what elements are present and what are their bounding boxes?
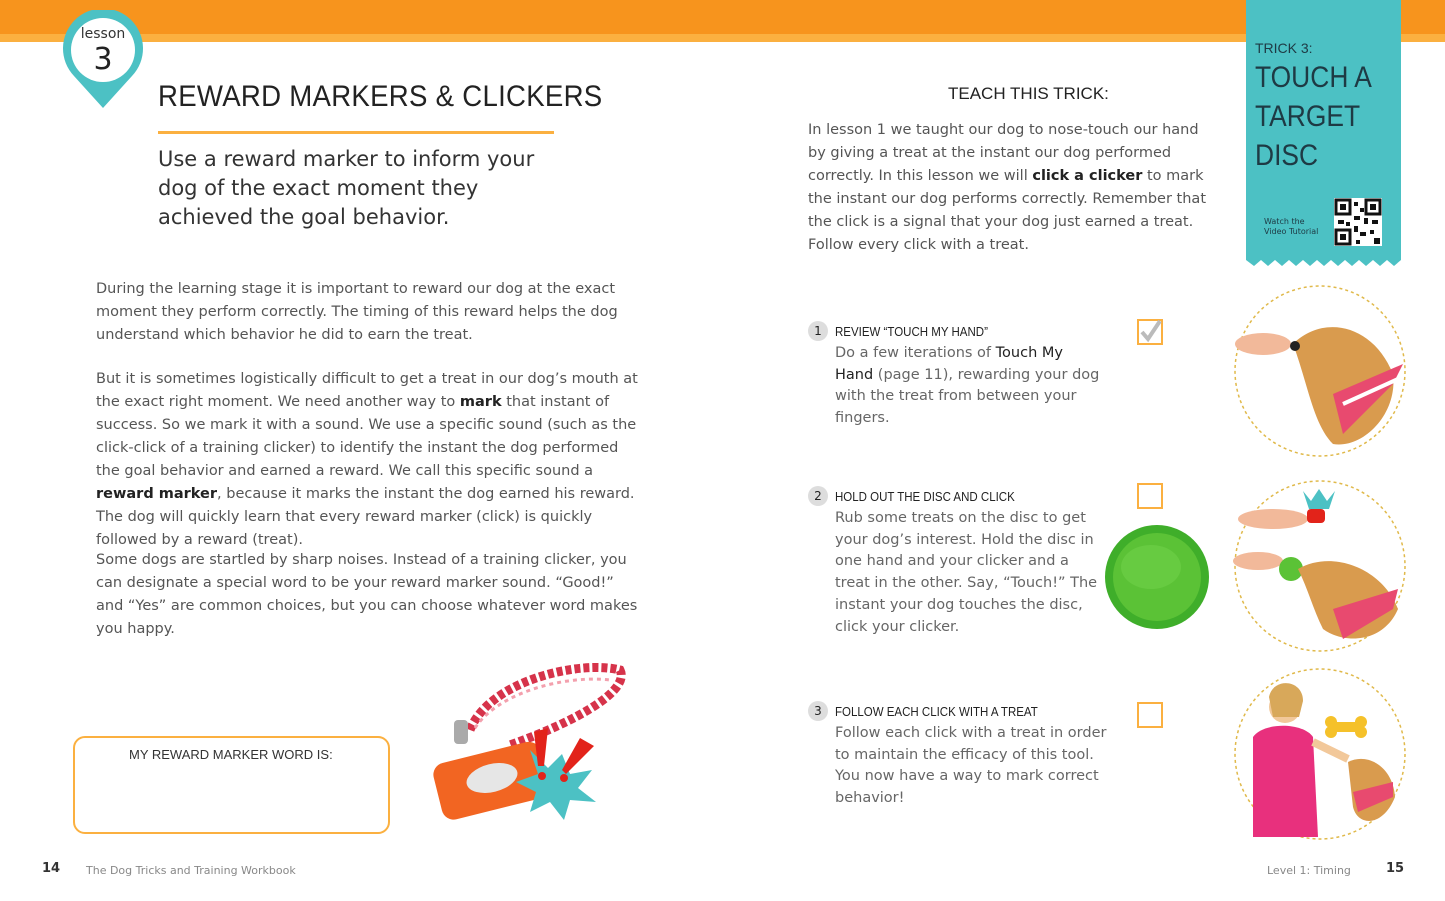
top-accent-line [0, 34, 1445, 42]
trick-label: TRICK 3: [1255, 40, 1313, 56]
step-3-number: 3 [808, 701, 828, 721]
title-divider [158, 131, 554, 134]
left-page-number: 14 [42, 861, 61, 876]
step-3-title: FOLLOW EACH CLICK WITH A TREAT [835, 705, 1038, 719]
body-paragraph-1: During the learning stage it is important to reward our dog at the exact moment they perform correctly. The timing of this reward helps the dog understand which behavior he did to earn the treat. [96, 281, 618, 343]
teach-title: TEACH THIS TRICK: [948, 84, 1109, 103]
checkmark-icon [1137, 319, 1163, 345]
reward-marker-word-box[interactable] [73, 736, 390, 834]
step-2-photo [1233, 479, 1407, 653]
body-paragraph-2: But it is sometimes logistically difficult to get a treat in our dog’s mouth at the exact right moment. We need another way to mark that instant of success. So we mark it with a sound. We use a specific sound (such as the click-click of a training clicker) to identify the instant the dog performed the goal behavior and earned a reward. We call this specific sound a reward marker, because it marks the instant the dog earned his reward. The dog will quickly learn that every reward marker (click) is quickly followed by a reward (treat). [96, 371, 638, 548]
lesson-title: REWARD MARKERS & CLICKERS [158, 80, 603, 113]
target-disc-image [1103, 523, 1211, 631]
step-3-checkbox[interactable] [1137, 702, 1163, 728]
step-3-photo [1233, 667, 1407, 841]
trick-title: TOUCH A TARGET DISC [1255, 61, 1371, 172]
emphasis-mark: mark [459, 394, 502, 410]
marker-box-label: MY REWARD MARKER WORD IS: [129, 747, 333, 762]
step-2-title: HOLD OUT THE DISC AND CLICK [835, 490, 1015, 504]
emphasis-reward-marker: reward marker [96, 486, 218, 502]
lesson-number: 3 [93, 42, 113, 77]
step-2-text: Rub some treats on the disc to get your dog’s interest. Hold the disc in one hand and your clicker and a treat in the other. Say, “Touch!” The instant your dog touches the disc, click your clicker. [835, 510, 1098, 635]
step-1-text: Do a few iterations of Touch My Hand (page 11), rewarding your dog with the treat from between your fingers. [835, 345, 1100, 427]
step-1-photo [1233, 284, 1407, 458]
step-1-title: REVIEW “TOUCH MY HAND” [835, 325, 988, 339]
lesson-label: lesson [80, 26, 126, 42]
qr-code-icon[interactable] [1334, 198, 1382, 246]
step-1-checkbox[interactable] [1137, 319, 1163, 345]
step-3-text: Follow each click with a treat in order to maintain the efficacy of this tool. You now have a way to mark correct behavior! [835, 725, 1107, 807]
emphasis-click-clicker: click a clicker [1032, 168, 1143, 184]
step-1-emphasis: Touch My Hand [835, 345, 1063, 383]
step-2-checkbox[interactable] [1137, 483, 1163, 509]
right-footer-title: Level 1: Timing [1267, 864, 1351, 877]
body-paragraph-3: Some dogs are startled by sharp noises. Instead of a training clicker, you can designate a special word to be your reward marker sound. “Good!” and “Yes” are common choices, but you can choose whatever word makes you happy. [96, 552, 638, 637]
clicker-illustration [430, 650, 630, 830]
lesson-lede: Use a reward marker to inform your dog of the exact moment they achieved the goal behavior. [158, 147, 535, 229]
left-footer-title: The Dog Tricks and Training Workbook [86, 864, 296, 877]
step-2-number: 2 [808, 486, 828, 506]
right-page-number: 15 [1386, 861, 1405, 876]
teach-paragraph: In lesson 1 we taught our dog to nose-touch our hand by giving a treat at the instant our dog performed correctly. In this lesson we will click a clicker to mark the instant our dog performs correctly. Remember that the click is a signal that your dog just earned a treat. Follow every click with a treat. [808, 122, 1206, 253]
watch-video-label: Watch the Video Tutorial [1264, 217, 1319, 236]
step-1-number: 1 [808, 321, 828, 341]
